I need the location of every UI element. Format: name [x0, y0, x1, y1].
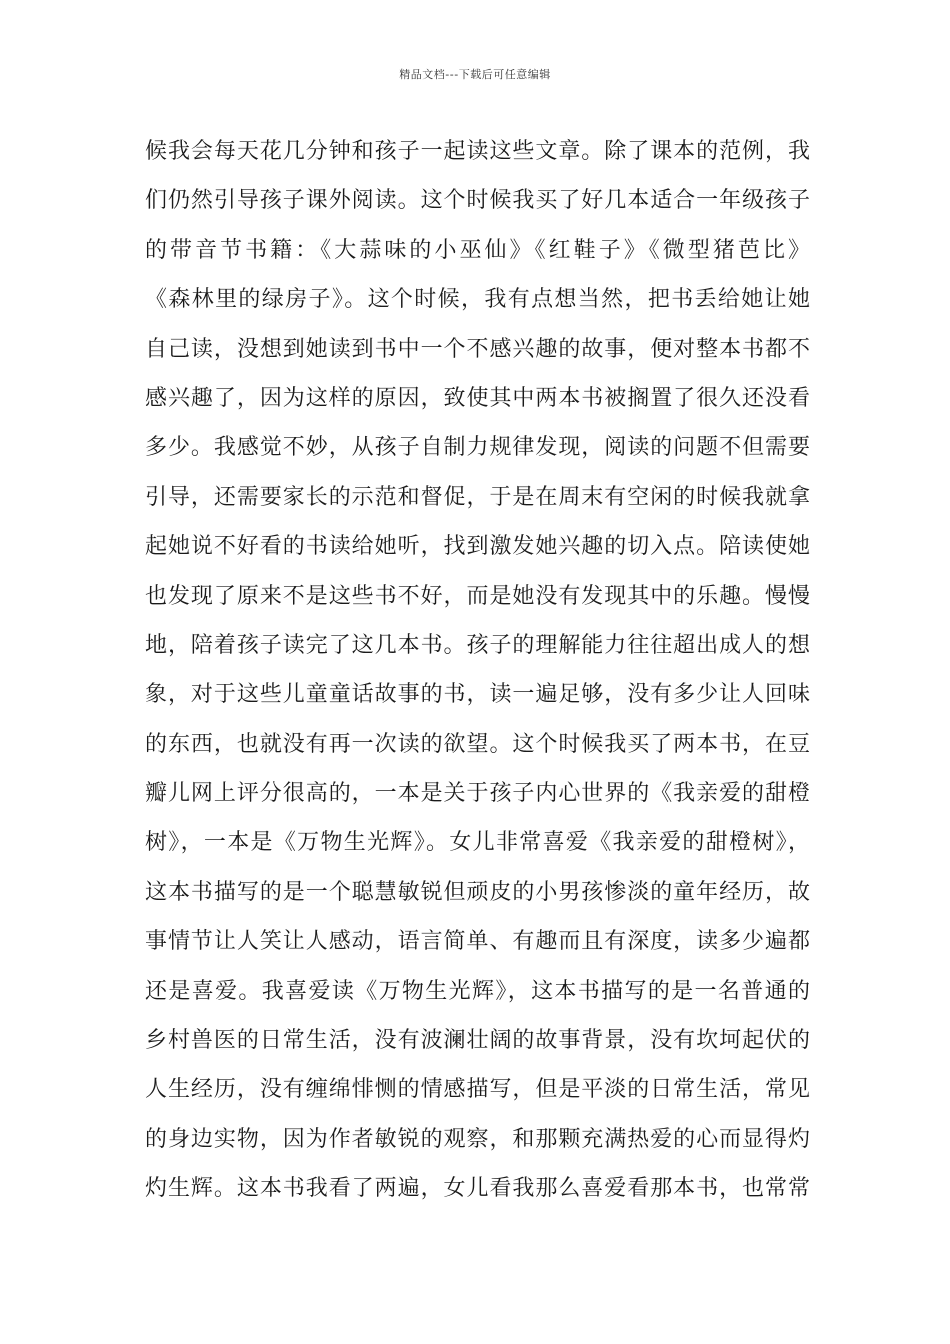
- text-line: 乡村兽医的日常生活，没有波澜壮阔的故事背景，没有坎坷起伏的: [145, 1028, 810, 1054]
- text-line: 事情节让人笑让人感动，语言简单、有趣而且有深度，读多少遍都: [145, 929, 810, 955]
- text-line: 们仍然引导孩子课外阅读。这个时候我买了好几本适合一年级孩子: [145, 188, 810, 214]
- text-line: 候我会每天花几分钟和孩子一起读这些文章。除了课本的范例，我: [145, 139, 810, 164]
- text-line: 的东西，也就没有再一次读的欲望。这个时候我买了两本书，在豆: [145, 731, 810, 757]
- text-line: 的身边实物，因为作者敏锐的观察，和那颗充满热爱的心而显得灼: [145, 1126, 810, 1152]
- text-line: 灼生辉。这本书我看了两遍，女儿看我那么喜爱看那本书，也常常: [145, 1176, 810, 1202]
- text-line: 瓣儿网上评分很高的，一本是关于孩子内心世界的《我亲爱的甜橙: [145, 781, 810, 807]
- text-line: 多少。我感觉不妙，从孩子自制力规律发现，阅读的问题不但需要: [145, 435, 810, 461]
- body-text: [145, 132, 810, 1219]
- text-line: 还是喜爱。我喜爱读《万物生光辉》，这本书描写的是一名普通的: [145, 978, 810, 1004]
- text-line: 《森林里的绿房子》。这个时候，我有点想当然，把书丢给她让她: [145, 287, 810, 313]
- text-line: 引导，还需要家长的示范和督促，于是在周末有空闲的时候我就拿: [145, 484, 810, 510]
- text-line: 起她说不好看的书读给她听，找到激发她兴趣的切入点。陪读使她: [145, 534, 810, 560]
- text-line: 也发现了原来不是这些书不好，而是她没有发现其中的乐趣。慢慢: [145, 583, 810, 609]
- text-line: 人生经历，没有缠绵悱恻的情感描写，但是平淡的日常生活，常见: [145, 1077, 810, 1103]
- text-line: 树》，一本是《万物生光辉》。女儿非常喜爱《我亲爱的甜橙树》，: [145, 830, 810, 856]
- text-line: 的带音节书籍：《大蒜味的小巫仙》《红鞋子》《微型猪芭比》: [145, 237, 810, 263]
- page-header: 精品文档---下载后可任意编辑: [399, 68, 551, 81]
- text-line: 这本书描写的是一个聪慧敏锐但顽皮的小男孩惨淡的童年经历，故: [145, 879, 810, 905]
- text-line: 象，对于这些儿童童话故事的书，读一遍足够，没有多少让人回味: [145, 682, 810, 708]
- text-line: 地，陪着孩子读完了这几本书。孩子的理解能力往往超出成人的想: [145, 632, 810, 658]
- text-line: 自己读，没想到她读到书中一个不感兴趣的故事，便对整本书都不: [145, 336, 810, 362]
- text-line: 感兴趣了，因为这样的原因，致使其中两本书被搁置了很久还没看: [145, 385, 810, 411]
